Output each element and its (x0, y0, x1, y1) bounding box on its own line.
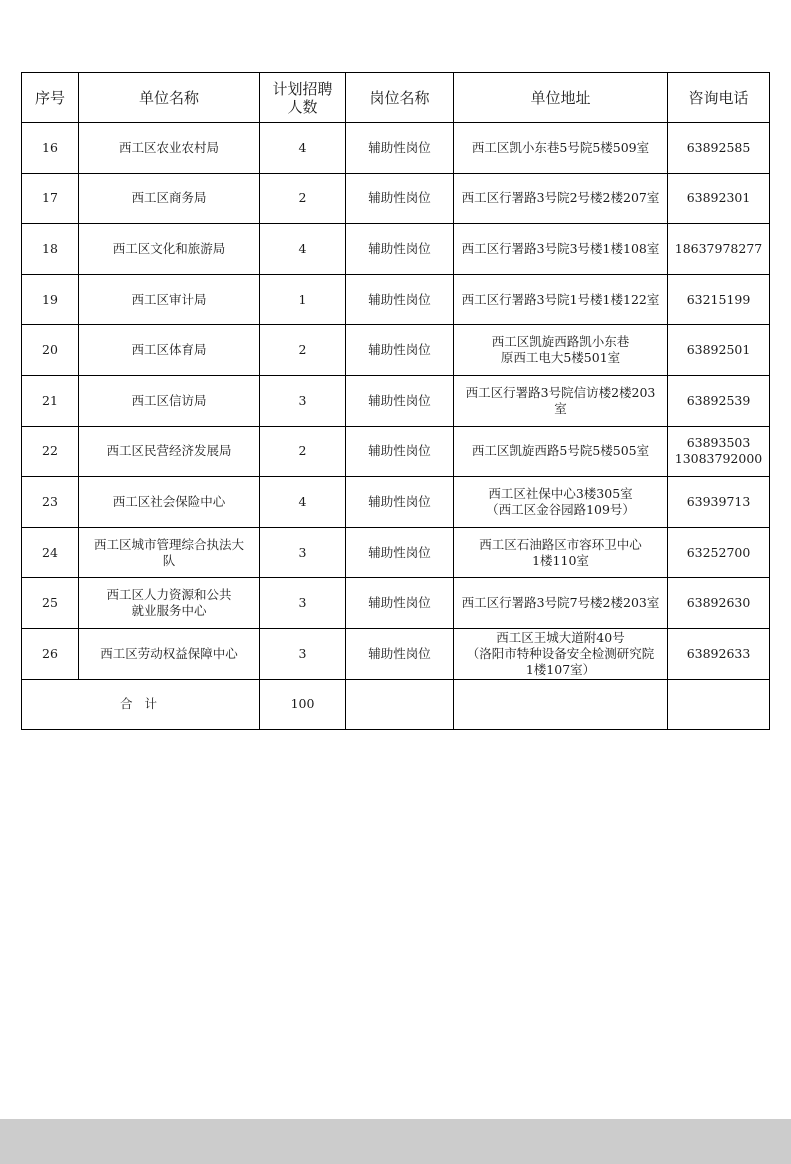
cell-unit-name: 西工区信访局 (79, 375, 260, 426)
cell-phone: 63893503 13083792000 (668, 426, 770, 477)
cell-post: 辅助性岗位 (346, 173, 454, 224)
cell-seq: 23 (22, 477, 79, 528)
cell-post: 辅助性岗位 (346, 477, 454, 528)
cell-count: 2 (260, 426, 346, 477)
cell-seq: 18 (22, 224, 79, 275)
cell-seq: 17 (22, 173, 79, 224)
cell-count: 4 (260, 477, 346, 528)
table-row (22, 527, 770, 578)
cell-post: 辅助性岗位 (346, 274, 454, 325)
table-row (22, 375, 770, 426)
viewer-bottom-bar (0, 1119, 791, 1164)
cell-unit-name: 西工区城市管理综合执法大 队 (79, 527, 260, 578)
table-row (22, 173, 770, 224)
header-row (22, 73, 770, 123)
cell-unit-name: 西工区审计局 (79, 274, 260, 325)
cell-count: 4 (260, 123, 346, 174)
cell-post: 辅助性岗位 (346, 628, 454, 679)
cell-seq: 19 (22, 274, 79, 325)
table-row (22, 426, 770, 477)
total-empty-address (454, 679, 668, 730)
cell-post: 辅助性岗位 (346, 123, 454, 174)
cell-count: 3 (260, 578, 346, 629)
cell-seq: 22 (22, 426, 79, 477)
cell-address: 西工区石油路区市容环卫中心 1楼110室 (454, 527, 668, 578)
cell-count: 3 (260, 375, 346, 426)
cell-seq: 24 (22, 527, 79, 578)
header-planned-count: 计划招聘 人数 (260, 73, 346, 123)
cell-phone: 63892539 (668, 375, 770, 426)
cell-count: 3 (260, 628, 346, 679)
cell-seq: 25 (22, 578, 79, 629)
cell-phone: 18637978277 (668, 224, 770, 275)
cell-post: 辅助性岗位 (346, 426, 454, 477)
cell-address: 西工区王城大道附40号 （洛阳市特种设备安全检测研究院 1楼107室） (454, 628, 668, 679)
cell-post: 辅助性岗位 (346, 325, 454, 376)
header-post-name: 岗位名称 (346, 73, 454, 123)
cell-address: 西工区行署路3号院1号楼1楼122室 (454, 274, 668, 325)
table-row (22, 274, 770, 325)
cell-unit-name: 西工区商务局 (79, 173, 260, 224)
cell-address: 西工区凯旋西路5号院5楼505室 (454, 426, 668, 477)
cell-unit-name: 西工区农业农村局 (79, 123, 260, 174)
cell-address: 西工区社保中心3楼305室 （西工区金谷园路109号） (454, 477, 668, 528)
cell-seq: 16 (22, 123, 79, 174)
cell-phone: 63892630 (668, 578, 770, 629)
cell-count: 2 (260, 173, 346, 224)
cell-seq: 26 (22, 628, 79, 679)
cell-phone: 63252700 (668, 527, 770, 578)
cell-unit-name: 西工区民营经济发展局 (79, 426, 260, 477)
table-row (22, 325, 770, 376)
cell-phone: 63892585 (668, 123, 770, 174)
header-unit-address: 单位地址 (454, 73, 668, 123)
cell-seq: 20 (22, 325, 79, 376)
cell-count: 2 (260, 325, 346, 376)
table-row (22, 477, 770, 528)
table-row (22, 578, 770, 629)
table-row (22, 628, 770, 679)
cell-unit-name: 西工区人力资源和公共 就业服务中心 (79, 578, 260, 629)
cell-address: 西工区行署路3号院信访楼2楼203 室 (454, 375, 668, 426)
total-count: 100 (260, 679, 346, 730)
cell-unit-name: 西工区体育局 (79, 325, 260, 376)
cell-post: 辅助性岗位 (346, 578, 454, 629)
cell-phone: 63892501 (668, 325, 770, 376)
cell-seq: 21 (22, 375, 79, 426)
cell-phone: 63939713 (668, 477, 770, 528)
cell-address: 西工区行署路3号院3号楼1楼108室 (454, 224, 668, 275)
cell-post: 辅助性岗位 (346, 527, 454, 578)
header-seq: 序号 (22, 73, 79, 123)
cell-unit-name: 西工区社会保险中心 (79, 477, 260, 528)
total-label: 合 计 (22, 679, 260, 730)
cell-address: 西工区凯旋西路凯小东巷 原西工电大5楼501室 (454, 325, 668, 376)
total-empty-phone (668, 679, 770, 730)
cell-post: 辅助性岗位 (346, 375, 454, 426)
cell-phone: 63892633 (668, 628, 770, 679)
header-unit-name: 单位名称 (79, 73, 260, 123)
table-row (22, 224, 770, 275)
cell-address: 西工区凯小东巷5号院5楼509室 (454, 123, 668, 174)
total-row (22, 679, 770, 730)
cell-post: 辅助性岗位 (346, 224, 454, 275)
cell-unit-name: 西工区劳动权益保障中心 (79, 628, 260, 679)
cell-phone: 63892301 (668, 173, 770, 224)
cell-count: 4 (260, 224, 346, 275)
header-phone: 咨询电话 (668, 73, 770, 123)
table-row (22, 123, 770, 174)
cell-count: 1 (260, 274, 346, 325)
total-empty-post (346, 679, 454, 730)
cell-address: 西工区行署路3号院2号楼2楼207室 (454, 173, 668, 224)
cell-unit-name: 西工区文化和旅游局 (79, 224, 260, 275)
cell-address: 西工区行署路3号院7号楼2楼203室 (454, 578, 668, 629)
cell-count: 3 (260, 527, 346, 578)
recruitment-table (21, 72, 770, 730)
cell-phone: 63215199 (668, 274, 770, 325)
